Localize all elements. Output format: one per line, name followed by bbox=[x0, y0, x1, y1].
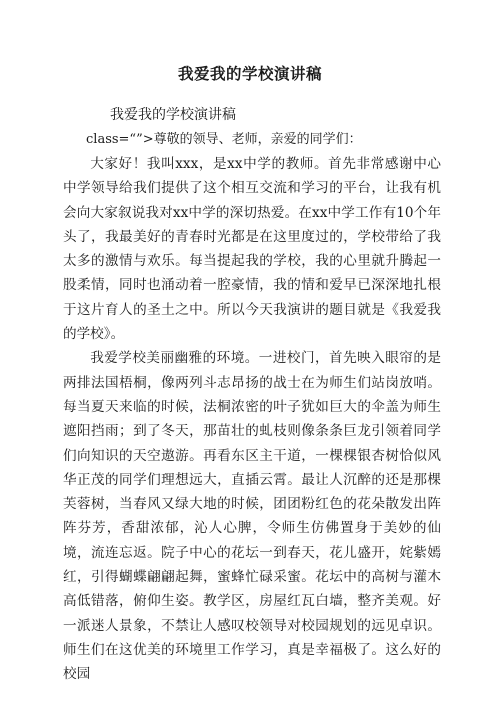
salutation: class=“”>尊敬的领导、老师，亲爱的同学们： bbox=[86, 132, 362, 147]
paragraph-environment: 我爱学校美丽幽雅的环境。一进校门，首先映入眼帘的是两排法国梧桐，像两列斗志昂扬的战士在为师生们站岗放哨。每当夏天来临的时候，法桐浓密的叶子犹如巨大的伞盖为师生遮阳挡雨；到了冬天，那苗壮的虬枝则像条条巨龙引领着同学们向知识的天空遨游。再看东区主干道，一棵棵银杏树恰似风华正茂的同学们理想远大，直插云霄。最让人沉醉的还是那棵芙蓉树，当春风又绿大地的时候，团团粉红色的花朵散发出阵阵芬芳，香甜浓郁，沁人心脾，令师生仿佛置身于美妙的仙境，流连忘返。院子中心的花坛一到春天，花儿盛开，姹紫嫣红，引得蝴蝶翩翩起舞，蜜蜂忙碌采蜜。花坛中的高树与灌木高低错落，俯仰生姿。教学区，房屋红瓦白墙，整齐美观。好一派迷人景象，不禁让人感叹校领导对校园规划的远见卓识。师生们在这优美的环境里工作学习，真是幸福极了。这么好的校园 bbox=[63, 350, 441, 683]
document-title: 我爱我的学校演讲稿 bbox=[177, 65, 322, 83]
paragraph-introduction: 大家好！我叫xxx，是xx中学的教师。首先非常感谢中心中学领导给我们提供了这个相互交流和学习的平台，让我有机会向大家叙说我对xx中学的深切热爱。在xx中学工作有10个年头了，我最美好的青春时光都是在这里度过的，学校带给了我太多的激情与欢乐。每当提起我的学校，我的心里就升腾起一股柔情，同时也涌动着一腔豪情，我的情和爱早已深深地扎根于这片育人的圣土之中。所以今天我演讲的题目就是《我爱我的学校》。 bbox=[63, 156, 441, 343]
speech-body bbox=[63, 152, 441, 687]
document-subtitle: 我爱我的学校演讲稿 bbox=[110, 107, 236, 123]
